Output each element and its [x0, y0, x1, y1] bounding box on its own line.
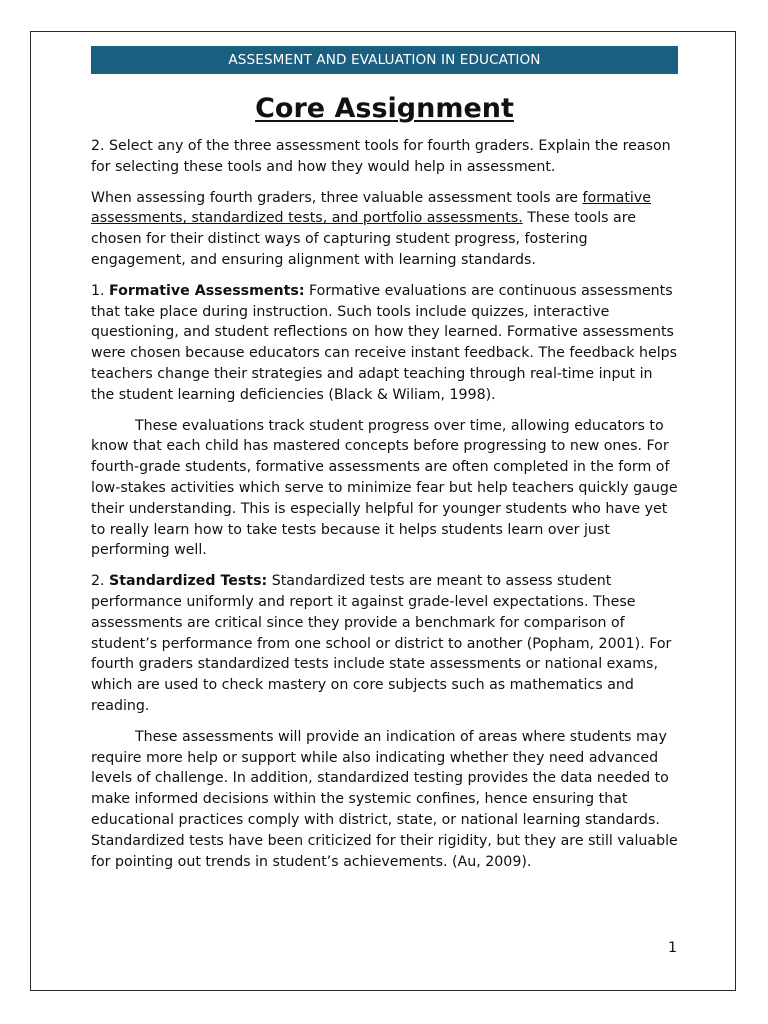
- section-body: Formative evaluations are continuous assessments that take place during instruction. Such tools include quizzes, interactive questioning, and student reflections on how they learned. Formative assessments were chosen because educators can receive instant feedback. The feedback helps teachers change their strategies and adapt teaching through real-time input in the student learning deficiencies (Black & Wiliam, 1998).: [91, 282, 678, 403]
- page-content: [91, 46, 678, 882]
- page-title: Core Assignment: [255, 93, 514, 124]
- document-page: [30, 31, 736, 991]
- question-paragraph: 2. Select any of the three assessment tools for fourth graders. Explain the reason for selecting these tools and how they would help in assessment.: [91, 138, 671, 175]
- page-number: 1: [667, 940, 677, 956]
- header-banner: ASSESMENT AND EVALUATION IN EDUCATION: [91, 46, 678, 74]
- section-number: 1.: [91, 282, 110, 299]
- intro-lead: When assessing fourth graders, three valuable assessment tools are: [91, 189, 583, 206]
- section-formative-paragraph: [91, 281, 678, 406]
- section-standardized-paragraph: [91, 571, 678, 717]
- section-number: 2.: [91, 573, 110, 590]
- intro-paragraph: [91, 188, 678, 271]
- section-heading: Formative Assessments:: [109, 282, 305, 299]
- section-heading: Standardized Tests:: [109, 573, 268, 590]
- section-body: Standardized tests are meant to assess student performance uniformly and report it against grade-level expectations. These assessments are critical since they provide a benchmark for comparison of student’s performance from one school or district to another (Popham, 2001). For fourth graders standardized tests include state assessments or national exams, which are used to check mastery on core subjects such as mathematics and reading.: [91, 573, 672, 714]
- section-standardized-followup: These assessments will provide an indication of areas where students may require more help or support while also indicating whether they need advanced levels of challenge. In addition, standardized testing provides the data needed to make informed decisions within the systemic confines, hence ensuring that educational practices comply with district, state, or national learning standards. Standardized tests have been criticized for their rigidity, but they are still valuable for pointing out trends in student’s achievements. (Au, 2009).: [91, 728, 678, 870]
- section-formative-followup: These evaluations track student progress over time, allowing educators to know that each child has mastered concepts before progressing to new ones. For fourth-grade students, formative assessments are often completed in the form of low-stakes activities which serve to minimize fear but help teachers quickly gauge their understanding. This is especially helpful for younger students who have yet to really learn how to take tests because it helps students learn over just performing well.: [91, 417, 678, 559]
- intro-tail: These tools are chosen for their distinct ways of capturing student progress, fostering engagement, and ensuring alignment with learning standards.: [91, 210, 636, 268]
- intro-underlined-tools: formative assessments, standardized tests, and portfolio assessments.: [91, 189, 651, 227]
